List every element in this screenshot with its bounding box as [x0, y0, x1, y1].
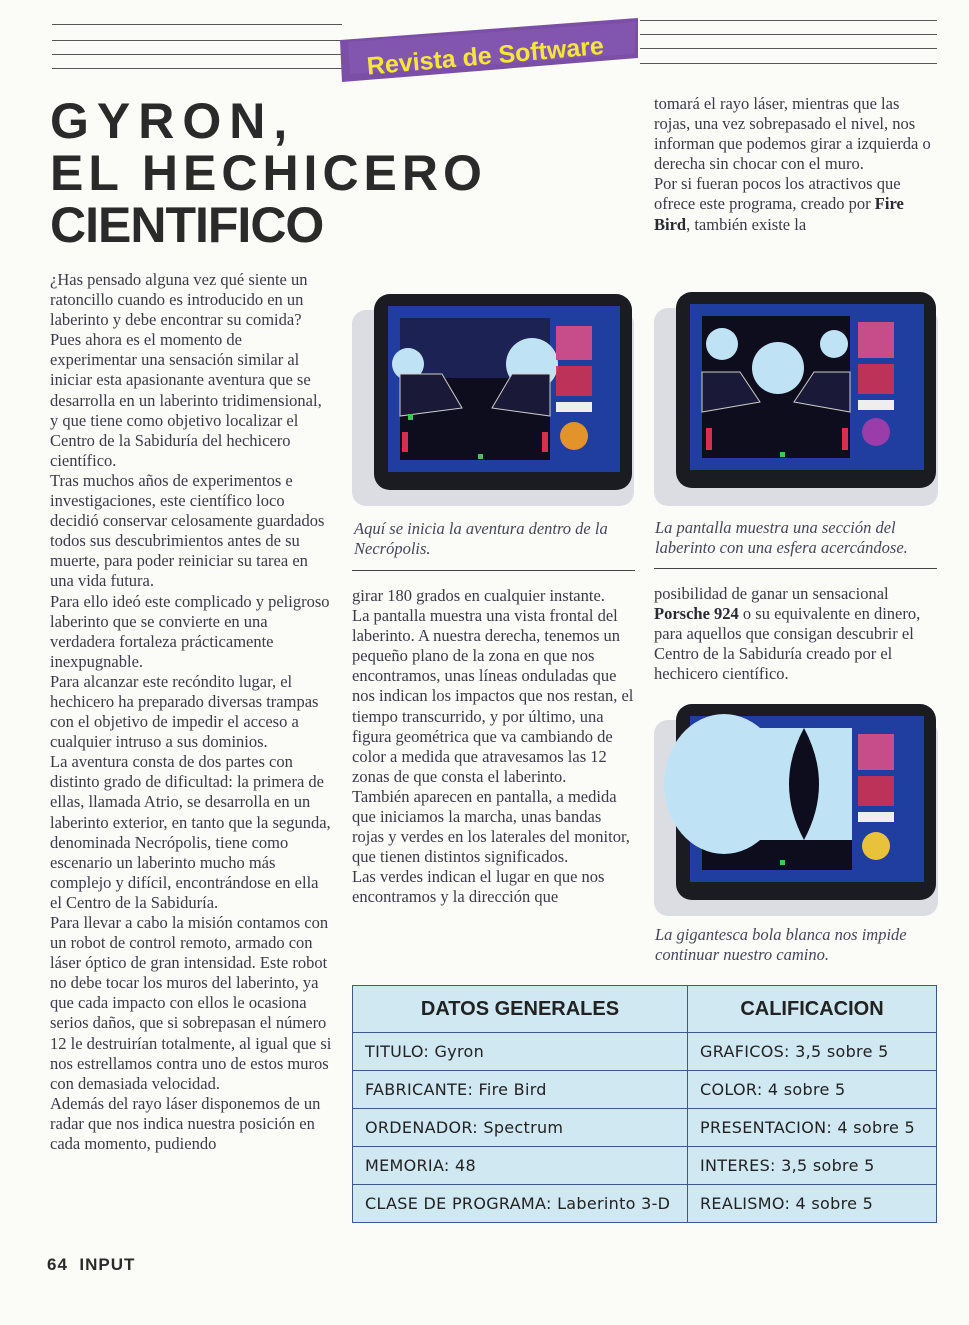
- article-title-line2: EL HECHICERO: [50, 145, 487, 201]
- paragraph: girar 180 grados en cualquier instante.: [352, 586, 605, 605]
- paragraph: Tras muchos años de experimentos e investigaciones, este científico loco decidió conservar celosamente guardados todos sus descubrimientos antes de su muerte, para poder reiniciar su tarea en una vida futura.: [50, 470, 325, 591]
- header-rule: [52, 24, 342, 25]
- header-rule: [52, 54, 342, 55]
- table-cell: GRAFICOS: 3,5 sobre 5: [688, 1033, 937, 1071]
- paragraph: Para llevar a cabo la misión contamos con un robot de control remoto, armado con láser óptico de gran intensidad. Este robot no debe tocar los muros del laberinto, ya que cada impacto con ellos le ocasiona serios daños, que si sobrepasan el número 12 le destruirían totalmente, al igual que si nos estrellamos contra uno de estos muros con demasiada velocidad.: [50, 913, 332, 1093]
- article-title-line1: GYRON,: [50, 93, 296, 149]
- header-rule: [52, 68, 342, 69]
- header-rule: [640, 34, 937, 35]
- header-rule: [640, 63, 937, 64]
- paragraph: posibilidad de ganar un sensacional Porsche 924 o su equivalente en dinero, para aquellos que consigan descubrir el Centro de la Sabiduría creado por el hechicero científico.: [654, 584, 921, 684]
- prize-name: Porsche 924: [654, 604, 739, 624]
- table-header-left: DATOS GENERALES: [353, 986, 688, 1033]
- caption-divider: [352, 570, 635, 571]
- table-cell: TITULO: Gyron: [353, 1033, 688, 1071]
- section-banner: [338, 18, 638, 82]
- right-middle-column: [654, 584, 938, 684]
- game-screenshot-2: [654, 288, 938, 508]
- table-row: [353, 1071, 937, 1109]
- right-top-column: [654, 94, 938, 235]
- table-cell: COLOR: 4 sobre 5: [688, 1071, 937, 1109]
- caption-screen2: La pantalla muestra una sección del laberinto con una esfera acercándose.: [655, 518, 908, 557]
- caption-divider: [654, 568, 937, 569]
- data-table: [352, 985, 937, 1223]
- header-rule: [640, 20, 937, 21]
- paragraph: También aparecen en pantalla, a medida que iniciamos la marcha, unas bandas rojas y verdes en los laterales del monitor, que tienen distintos significados.: [352, 786, 630, 867]
- page-footer: [47, 1255, 135, 1275]
- paragraph: ¿Has pensado alguna vez qué siente un ratoncillo cuando es introducido en un laberinto y debe encontrar su comida? Pues ahora es el momento de experimentar una sensación similar al iniciar esta apasionante aventura que se desarrolla en un laberinto tridimensional, y que tiene como objetivo localizar el Centro de la Sabiduría del hechicero científico.: [50, 270, 322, 470]
- middle-column: [352, 586, 636, 908]
- paragraph: tomará el rayo láser, mientras que las rojas, una vez sobrepasado el nivel, nos informan que podemos girar a izquierda o derecha sin chocar con el muro.: [654, 94, 931, 174]
- paragraph: La pantalla muestra una vista frontal del laberinto. A nuestra derecha, tenemos un pequeño plano de la zona en que nos encontramos, unas líneas onduladas que nos indican los impactos que nos restan, el tiempo transcurrido, y por último, una figura geométrica que va cambiando de color a medida que atravesamos las 12 zonas de que consta el laberinto.: [352, 606, 634, 786]
- paragraph: Para ello ideó este complicado y peligroso laberinto que se convierte en una verdadera fortaleza prácticamente inexpugnable.: [50, 591, 330, 671]
- paragraph: La aventura consta de dos partes con distinto grado de dificultad: la primera de ellas, llamada Atrio, se desarrolla en un laberinto exterior, en tanto que la segunda, denominada Necrópolis, tiene como escenario un laberinto mucho más complejo y difícil, encontrándose en ella el Centro de la Sabiduría.: [50, 752, 331, 912]
- table-header-right: CALIFICACION: [688, 986, 937, 1033]
- table-row: [353, 1033, 937, 1071]
- left-column: [50, 270, 332, 1154]
- table-row: [353, 1109, 937, 1147]
- table-cell: ORDENADOR: Spectrum: [353, 1109, 688, 1147]
- header-rule: [52, 40, 342, 41]
- page-number: 64: [47, 1255, 68, 1274]
- game-screenshot-1: [352, 290, 634, 510]
- paragraph: Además del rayo láser disponemos de un radar que nos indica nuestra posición en cada momento, pudiendo: [50, 1093, 321, 1154]
- section-banner-label: Revista de Software: [365, 31, 605, 81]
- table-cell: CLASE DE PROGRAMA: Laberinto 3-D: [353, 1185, 688, 1223]
- table-row: [353, 1147, 937, 1185]
- game-screenshot-3: [654, 700, 938, 920]
- caption-screen1: Aquí se inicia la aventura dentro de la Necrópolis.: [354, 519, 608, 558]
- table-cell: INTERES: 3,5 sobre 5: [688, 1147, 937, 1185]
- table-header-row: [353, 986, 937, 1033]
- table-cell: MEMORIA: 48: [353, 1147, 688, 1185]
- paragraph: Para alcanzar este recóndito lugar, el hechicero ha preparado diversas trampas con el objetivo de impedir el acceso a cualquier intruso a sus dominios.: [50, 671, 319, 752]
- developer-name: Fire Bird: [654, 194, 904, 234]
- article-title-line3: CIENTIFICO: [50, 197, 324, 253]
- paragraph: Por si fueran pocos los atractivos que ofrece este programa, creado por Fire Bird, también existe la: [654, 174, 904, 234]
- table-cell: REALISMO: 4 sobre 5: [688, 1185, 937, 1223]
- caption-screen3: La gigantesca bola blanca nos impide continuar nuestro camino.: [655, 925, 907, 964]
- table-cell: FABRICANTE: Fire Bird: [353, 1071, 688, 1109]
- header-rule: [640, 48, 937, 49]
- paragraph: Las verdes indican el lugar en que nos encontramos y la dirección que: [352, 867, 605, 907]
- magazine-name: INPUT: [79, 1255, 136, 1274]
- table-cell: PRESENTACION: 4 sobre 5: [688, 1109, 937, 1147]
- table-row: [353, 1185, 937, 1223]
